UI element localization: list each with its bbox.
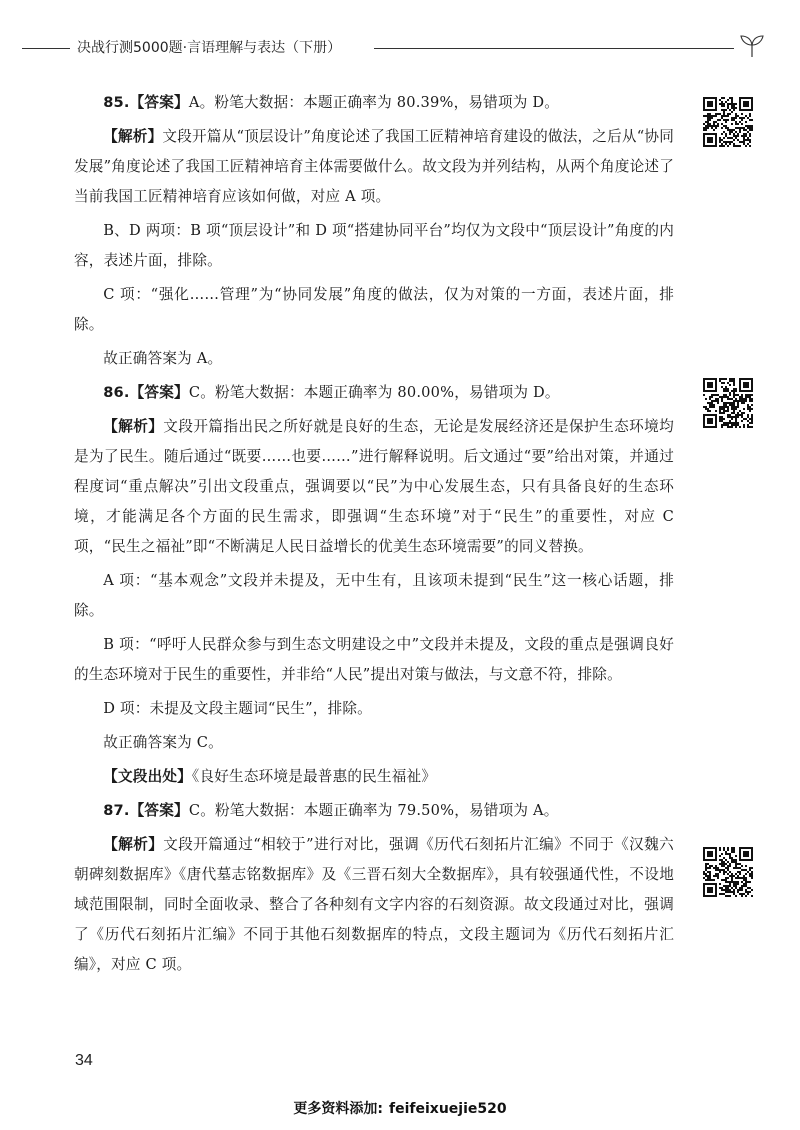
- page-number: 34: [75, 1052, 93, 1069]
- analysis-tag: 【解析】: [103, 128, 163, 145]
- qr-code-87[interactable]: [703, 847, 753, 897]
- analysis-85: [74, 122, 674, 212]
- answer-tag: 86.【答案】: [103, 384, 189, 401]
- running-header: [22, 36, 767, 60]
- answer-87: [74, 796, 674, 826]
- option-text: B 项：“呼吁人民群众参与到生态文明建设之中”文段并未提及，文段的重点是强调良好的生态环境对于民生的重要性，并非给“人民”提出对策与做法，与文意不符，排除。: [74, 636, 674, 683]
- option-bd-85: [74, 216, 674, 276]
- analysis-tag: 【解析】: [103, 418, 164, 435]
- conclusion-text: 故正确答案为 A。: [103, 350, 223, 367]
- option-text: A 项：“基本观念”文段并未提及，无中生有，且该项未提到“民生”这一核心话题，排除。: [74, 572, 674, 619]
- qr-code-86-graphic: [703, 378, 753, 428]
- analysis-tag: 【解析】: [103, 836, 164, 853]
- analysis-87: [74, 830, 674, 980]
- option-text: B、D 两项：B 项“顶层设计”和 D 项“搭建协同平台”均仅为文段中“顶层设计”角度的内容，表述片面，排除。: [74, 222, 674, 269]
- qr-code-85-graphic: [703, 97, 753, 147]
- qr-code-86[interactable]: [703, 378, 753, 428]
- source-tag: 【文段出处】: [103, 768, 192, 785]
- option-c-85: [74, 280, 674, 340]
- analysis-text: 文段开篇从“顶层设计”角度论述了我国工匠精神培育建设的做法，之后从“协同发展”角度论述了我国工匠精神培育主体需要做什么。故文段为并列结构，从两个角度论述了当前我国工匠精神培育应该如何做，对应 A 项。: [74, 128, 674, 205]
- conclusion-text: 故正确答案为 C。: [103, 734, 223, 751]
- answer-tag: 85.【答案】: [103, 94, 189, 111]
- conclusion-85: [74, 344, 674, 374]
- answer-86: [74, 378, 674, 408]
- option-b-86: [74, 630, 674, 690]
- qr-code-87-graphic: [703, 847, 753, 897]
- option-text: C 项：“强化……管理”为“协同发展”角度的做法，仅为对策的一方面，表述片面，排除。: [74, 286, 674, 333]
- answer-text: C。粉笔大数据：本题正确率为 79.50%，易错项为 A。: [188, 802, 559, 819]
- footer-note: [0, 1098, 800, 1118]
- analysis-text: 文段开篇通过“相较于”进行对比，强调《历代石刻拓片汇编》不同于《汉魏六朝碑刻数据库》《唐代墓志铭数据库》及《三晋石刻大全数据库》，具有较强通代性，不设地域范围限制，同时全面收录、整合了各种刻有文字内容的石刻资源。故文段通过对比，强调了《历代石刻拓片汇编》不同于其他石刻数据库的特点，文段主题词为《历代石刻拓片汇编》，对应 C 项。: [74, 836, 674, 973]
- footer-label: 更多资料添加:: [293, 1101, 384, 1117]
- option-a-86: [74, 566, 674, 626]
- footer-contact: feifeixuejie520: [389, 1101, 507, 1117]
- option-d-86: [74, 694, 674, 724]
- source-86: [74, 762, 674, 792]
- conclusion-86: [74, 728, 674, 758]
- qr-code-85[interactable]: [703, 97, 753, 147]
- sprout-icon: [738, 34, 766, 58]
- answer-85: [74, 88, 674, 118]
- answer-text: A。粉笔大数据：本题正确率为 80.39%，易错项为 D。: [188, 94, 560, 111]
- header-rule-right: [374, 48, 734, 49]
- answer-tag: 87.【答案】: [103, 802, 189, 819]
- source-text: 《良好生态环境是最普惠的民生福祉》: [191, 768, 437, 785]
- option-text: D 项：未提及文段主题词“民生”，排除。: [103, 700, 372, 717]
- analysis-text: 文段开篇指出民之所好就是良好的生态，无论是发展经济还是保护生态环境均是为了民生。随后通过“既要……也要……”进行解释说明。后文通过“要”给出对策，并通过程度词“重点解决”引出文段重点，强调要以“民”为中心发展生态，只有具备良好的生态环境，才能满足各个方面的民生需求，即强调“生态环境”对于“民生”的重要性，对应 C 项，“民生之福祉”即“不断满足人民日益增长的优美生态环境需要”的同义替换。: [74, 418, 674, 555]
- analysis-86: [74, 412, 674, 562]
- answer-explanations: [74, 88, 674, 984]
- header-rule-left: [22, 48, 70, 49]
- book-title: 决战行测5000题·言语理解与表达（下册）: [77, 40, 342, 56]
- answer-text: C。粉笔大数据：本题正确率为 80.00%，易错项为 D。: [188, 384, 560, 401]
